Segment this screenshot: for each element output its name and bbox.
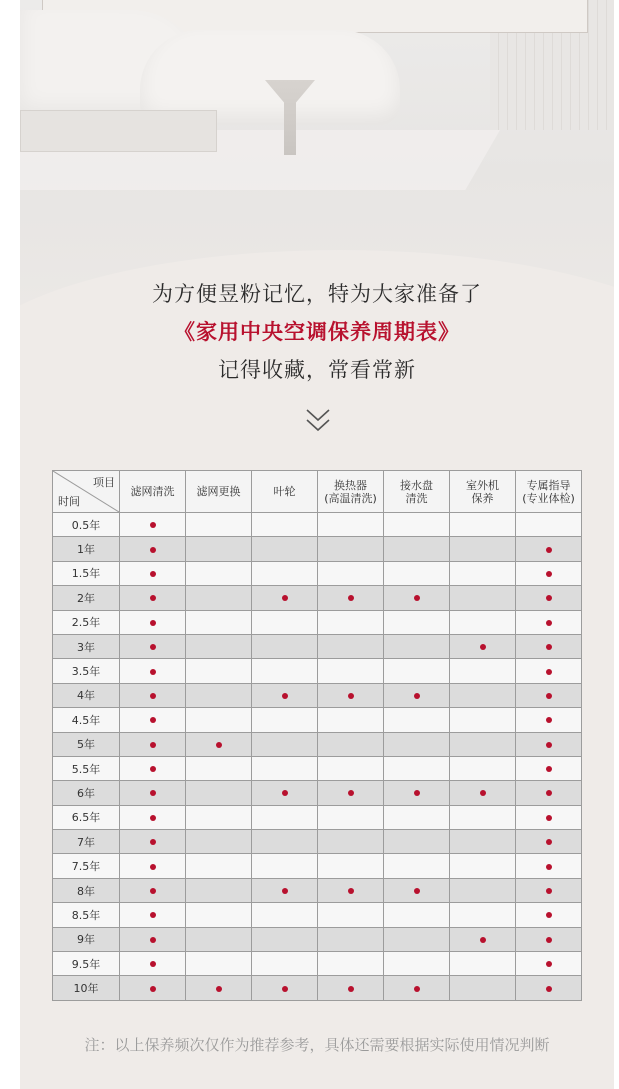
maintenance-dot-icon xyxy=(150,620,156,626)
schedule-cell xyxy=(450,708,516,732)
maintenance-dot-icon xyxy=(546,937,552,943)
schedule-cell xyxy=(252,586,318,610)
time-cell: 10年 xyxy=(53,976,120,1000)
schedule-cell xyxy=(450,952,516,976)
schedule-cell xyxy=(252,830,318,854)
schedule-cell xyxy=(252,634,318,658)
schedule-cell xyxy=(450,927,516,951)
schedule-cell xyxy=(318,952,384,976)
schedule-cell xyxy=(318,903,384,927)
maintenance-dot-icon xyxy=(150,839,156,845)
schedule-cell xyxy=(384,634,450,658)
schedule-cell xyxy=(186,708,252,732)
maintenance-dot-icon xyxy=(546,717,552,723)
schedule-cell xyxy=(186,513,252,537)
schedule-cell xyxy=(318,781,384,805)
schedule-cell xyxy=(318,854,384,878)
schedule-cell xyxy=(120,781,186,805)
table-row xyxy=(53,781,582,805)
schedule-cell xyxy=(120,878,186,902)
schedule-cell xyxy=(384,708,450,732)
schedule-cell xyxy=(318,878,384,902)
schedule-cell xyxy=(252,610,318,634)
maintenance-dot-icon xyxy=(546,839,552,845)
table-row xyxy=(53,561,582,585)
schedule-cell xyxy=(384,586,450,610)
schedule-cell xyxy=(186,610,252,634)
time-cell: 9.5年 xyxy=(53,952,120,976)
schedule-cell xyxy=(186,952,252,976)
schedule-cell xyxy=(252,513,318,537)
time-cell: 1年 xyxy=(53,537,120,561)
maintenance-dot-icon xyxy=(348,986,354,992)
schedule-cell xyxy=(384,878,450,902)
schedule-cell xyxy=(186,659,252,683)
time-cell: 3.5年 xyxy=(53,659,120,683)
schedule-cell xyxy=(120,732,186,756)
maintenance-dot-icon xyxy=(216,742,222,748)
schedule-cell xyxy=(318,976,384,1000)
schedule-cell xyxy=(384,854,450,878)
column-header-line1: 换热器 xyxy=(334,478,367,492)
time-cell: 7.5年 xyxy=(53,854,120,878)
maintenance-dot-icon xyxy=(414,986,420,992)
maintenance-dot-icon xyxy=(348,790,354,796)
maintenance-dot-icon xyxy=(546,864,552,870)
schedule-cell xyxy=(516,927,582,951)
schedule-cell xyxy=(516,952,582,976)
schedule-cell xyxy=(516,732,582,756)
maintenance-dot-icon xyxy=(348,888,354,894)
schedule-cell xyxy=(450,903,516,927)
maintenance-dot-icon xyxy=(546,766,552,772)
schedule-cell xyxy=(384,830,450,854)
schedule-cell xyxy=(120,659,186,683)
maintenance-dot-icon xyxy=(150,937,156,943)
time-cell: 5.5年 xyxy=(53,756,120,780)
schedule-cell xyxy=(120,830,186,854)
column-header-line1: 叶轮 xyxy=(273,485,296,498)
maintenance-dot-icon xyxy=(150,986,156,992)
schedule-cell xyxy=(516,634,582,658)
maintenance-dot-icon xyxy=(414,888,420,894)
column-header xyxy=(186,471,252,513)
intro-line-1: 为方便昱粉记忆，特为大家准备了 xyxy=(152,282,482,306)
maintenance-dot-icon xyxy=(480,790,486,796)
intro-title: 《家用中央空调保养周期表》 xyxy=(174,320,460,344)
schedule-cell xyxy=(450,756,516,780)
schedule-cell xyxy=(120,952,186,976)
corner-label-item: 项目 xyxy=(93,476,115,489)
schedule-cell xyxy=(318,537,384,561)
schedule-cell xyxy=(186,927,252,951)
schedule-cell xyxy=(516,610,582,634)
schedule-cell xyxy=(318,513,384,537)
column-header-line1: 滤网更换 xyxy=(196,485,241,498)
corner-label-time: 时间 xyxy=(58,495,80,508)
maintenance-dot-icon xyxy=(546,790,552,796)
column-header-line1: 专属指导 xyxy=(526,478,571,492)
maintenance-dot-icon xyxy=(150,547,156,553)
schedule-cell xyxy=(120,537,186,561)
schedule-cell xyxy=(384,927,450,951)
schedule-cell xyxy=(186,683,252,707)
schedule-cell xyxy=(120,854,186,878)
schedule-cell xyxy=(384,732,450,756)
schedule-cell xyxy=(252,976,318,1000)
table-row xyxy=(53,708,582,732)
schedule-cell xyxy=(450,830,516,854)
schedule-cell xyxy=(120,903,186,927)
schedule-cell xyxy=(120,561,186,585)
table-row xyxy=(53,586,582,610)
intro-line-3: 记得收藏，常看常新 xyxy=(218,358,416,382)
maintenance-dot-icon xyxy=(546,595,552,601)
schedule-cell xyxy=(450,976,516,1000)
schedule-cell xyxy=(120,634,186,658)
schedule-cell xyxy=(516,561,582,585)
time-cell: 8年 xyxy=(53,878,120,902)
schedule-cell xyxy=(318,708,384,732)
schedule-cell xyxy=(384,513,450,537)
maintenance-dot-icon xyxy=(546,888,552,894)
schedule-cell xyxy=(186,732,252,756)
schedule-cell xyxy=(252,854,318,878)
maintenance-dot-icon xyxy=(546,669,552,675)
schedule-cell xyxy=(252,708,318,732)
table-header-row xyxy=(53,471,582,513)
schedule-cell xyxy=(450,537,516,561)
column-header-line1: 滤网清洗 xyxy=(130,485,175,498)
time-cell: 2.5年 xyxy=(53,610,120,634)
schedule-cell xyxy=(384,781,450,805)
time-cell: 0.5年 xyxy=(53,513,120,537)
maintenance-dot-icon xyxy=(546,644,552,650)
schedule-cell xyxy=(384,952,450,976)
double-chevron-down-icon xyxy=(304,406,332,436)
schedule-cell xyxy=(120,927,186,951)
schedule-cell xyxy=(252,903,318,927)
schedule-cell xyxy=(450,659,516,683)
maintenance-dot-icon xyxy=(282,790,288,796)
schedule-cell xyxy=(450,634,516,658)
column-header-line1: 室外机 xyxy=(466,478,499,492)
maintenance-dot-icon xyxy=(150,717,156,723)
column-header-line2: (专业体检) xyxy=(522,491,575,505)
schedule-cell xyxy=(384,683,450,707)
table-row xyxy=(53,830,582,854)
maintenance-dot-icon xyxy=(150,522,156,528)
schedule-cell xyxy=(186,537,252,561)
schedule-cell xyxy=(252,732,318,756)
schedule-cell xyxy=(186,561,252,585)
schedule-cell xyxy=(318,756,384,780)
table-row xyxy=(53,634,582,658)
schedule-cell xyxy=(516,756,582,780)
schedule-cell xyxy=(516,683,582,707)
schedule-cell xyxy=(516,830,582,854)
schedule-cell xyxy=(450,610,516,634)
table-row xyxy=(53,513,582,537)
maintenance-dot-icon xyxy=(480,644,486,650)
schedule-cell xyxy=(120,708,186,732)
schedule-cell xyxy=(120,976,186,1000)
schedule-cell xyxy=(252,683,318,707)
table-row xyxy=(53,903,582,927)
schedule-cell xyxy=(120,586,186,610)
maintenance-dot-icon xyxy=(150,644,156,650)
schedule-cell xyxy=(450,561,516,585)
schedule-cell xyxy=(120,683,186,707)
maintenance-dot-icon xyxy=(282,595,288,601)
time-cell: 5年 xyxy=(53,732,120,756)
maintenance-dot-icon xyxy=(414,595,420,601)
schedule-cell xyxy=(186,878,252,902)
schedule-cell xyxy=(186,586,252,610)
hero-coffee-table xyxy=(20,110,217,152)
schedule-cell xyxy=(252,952,318,976)
table-row xyxy=(53,976,582,1000)
maintenance-dot-icon xyxy=(348,595,354,601)
column-header xyxy=(384,471,450,513)
schedule-cell xyxy=(120,805,186,829)
schedule-cell xyxy=(186,854,252,878)
schedule-cell xyxy=(516,854,582,878)
maintenance-dot-icon xyxy=(546,620,552,626)
maintenance-dot-icon xyxy=(546,986,552,992)
maintenance-dot-icon xyxy=(546,815,552,821)
maintenance-dot-icon xyxy=(150,961,156,967)
maintenance-dot-icon xyxy=(150,864,156,870)
schedule-cell xyxy=(318,634,384,658)
column-header-line2: (高温清洗) xyxy=(324,491,377,505)
schedule-cell xyxy=(318,683,384,707)
time-cell: 3年 xyxy=(53,634,120,658)
schedule-cell xyxy=(120,756,186,780)
column-header xyxy=(516,471,582,513)
schedule-cell xyxy=(318,610,384,634)
maintenance-dot-icon xyxy=(414,693,420,699)
schedule-cell xyxy=(516,878,582,902)
footnote: 注：以上保养频次仅作为推荐参考，具体还需要根据实际使用情况判断 xyxy=(84,1036,550,1054)
schedule-cell xyxy=(186,903,252,927)
schedule-cell xyxy=(384,537,450,561)
table-row xyxy=(53,537,582,561)
time-cell: 4年 xyxy=(53,683,120,707)
schedule-cell xyxy=(252,927,318,951)
schedule-cell xyxy=(384,903,450,927)
table-row xyxy=(53,805,582,829)
schedule-cell xyxy=(318,586,384,610)
maintenance-dot-icon xyxy=(348,693,354,699)
maintenance-dot-icon xyxy=(150,790,156,796)
table-row xyxy=(53,732,582,756)
column-header xyxy=(318,471,384,513)
time-cell: 6年 xyxy=(53,781,120,805)
schedule-cell xyxy=(516,781,582,805)
maintenance-dot-icon xyxy=(546,742,552,748)
maintenance-dot-icon xyxy=(546,961,552,967)
time-cell: 7年 xyxy=(53,830,120,854)
maintenance-dot-icon xyxy=(150,912,156,918)
schedule-cell xyxy=(450,586,516,610)
maintenance-dot-icon xyxy=(546,547,552,553)
schedule-cell xyxy=(186,781,252,805)
corner-header-cell xyxy=(53,471,120,513)
schedule-cell xyxy=(384,561,450,585)
maintenance-dot-icon xyxy=(150,815,156,821)
time-cell: 4.5年 xyxy=(53,708,120,732)
table-row xyxy=(53,952,582,976)
schedule-cell xyxy=(186,805,252,829)
schedule-cell xyxy=(384,805,450,829)
maintenance-dot-icon xyxy=(414,790,420,796)
schedule-cell xyxy=(516,903,582,927)
column-header xyxy=(252,471,318,513)
schedule-cell xyxy=(384,756,450,780)
maintenance-dot-icon xyxy=(150,766,156,772)
table-row xyxy=(53,659,582,683)
schedule-cell xyxy=(450,854,516,878)
maintenance-dot-icon xyxy=(150,888,156,894)
schedule-cell xyxy=(186,634,252,658)
schedule-cell xyxy=(450,513,516,537)
maintenance-dot-icon xyxy=(150,571,156,577)
maintenance-schedule-table xyxy=(52,470,582,1001)
column-header-line2: 保养 xyxy=(471,491,494,505)
column-header xyxy=(450,471,516,513)
schedule-cell xyxy=(252,805,318,829)
maintenance-dot-icon xyxy=(150,693,156,699)
schedule-cell xyxy=(384,659,450,683)
maintenance-dot-icon xyxy=(282,888,288,894)
maintenance-dot-icon xyxy=(216,986,222,992)
schedule-cell xyxy=(186,830,252,854)
time-cell: 1.5年 xyxy=(53,561,120,585)
schedule-cell xyxy=(516,537,582,561)
schedule-cell xyxy=(450,805,516,829)
schedule-cell xyxy=(516,976,582,1000)
table-row xyxy=(53,610,582,634)
maintenance-dot-icon xyxy=(480,937,486,943)
schedule-cell xyxy=(252,756,318,780)
schedule-cell xyxy=(516,708,582,732)
maintenance-dot-icon xyxy=(546,693,552,699)
schedule-cell xyxy=(318,927,384,951)
schedule-cell xyxy=(450,781,516,805)
time-cell: 8.5年 xyxy=(53,903,120,927)
maintenance-dot-icon xyxy=(150,595,156,601)
schedule-cell xyxy=(318,732,384,756)
column-header-line2: 清洗 xyxy=(405,491,428,505)
column-header-line1: 接水盘 xyxy=(400,478,433,492)
time-cell: 9年 xyxy=(53,927,120,951)
schedule-cell xyxy=(318,830,384,854)
schedule-cell xyxy=(516,586,582,610)
schedule-cell xyxy=(384,976,450,1000)
maintenance-dot-icon xyxy=(150,742,156,748)
schedule-cell xyxy=(252,537,318,561)
schedule-cell xyxy=(450,683,516,707)
table-row xyxy=(53,683,582,707)
table-row xyxy=(53,854,582,878)
maintenance-dot-icon xyxy=(546,571,552,577)
maintenance-dot-icon xyxy=(282,986,288,992)
page-card xyxy=(20,0,614,1089)
schedule-cell xyxy=(516,659,582,683)
schedule-cell xyxy=(318,805,384,829)
time-cell: 6.5年 xyxy=(53,805,120,829)
schedule-cell xyxy=(384,610,450,634)
schedule-cell xyxy=(450,878,516,902)
table-row xyxy=(53,927,582,951)
table-row xyxy=(53,878,582,902)
schedule-cell xyxy=(516,805,582,829)
schedule-cell xyxy=(120,610,186,634)
schedule-cell xyxy=(516,513,582,537)
maintenance-dot-icon xyxy=(282,693,288,699)
table-row xyxy=(53,756,582,780)
schedule-cell xyxy=(318,561,384,585)
time-cell: 2年 xyxy=(53,586,120,610)
schedule-cell xyxy=(120,513,186,537)
schedule-cell xyxy=(186,976,252,1000)
schedule-cell xyxy=(450,732,516,756)
schedule-cell xyxy=(252,878,318,902)
maintenance-dot-icon xyxy=(150,669,156,675)
schedule-cell xyxy=(252,659,318,683)
schedule-cell xyxy=(318,659,384,683)
maintenance-dot-icon xyxy=(546,912,552,918)
column-header xyxy=(120,471,186,513)
schedule-cell xyxy=(252,781,318,805)
schedule-cell xyxy=(252,561,318,585)
schedule-cell xyxy=(186,756,252,780)
